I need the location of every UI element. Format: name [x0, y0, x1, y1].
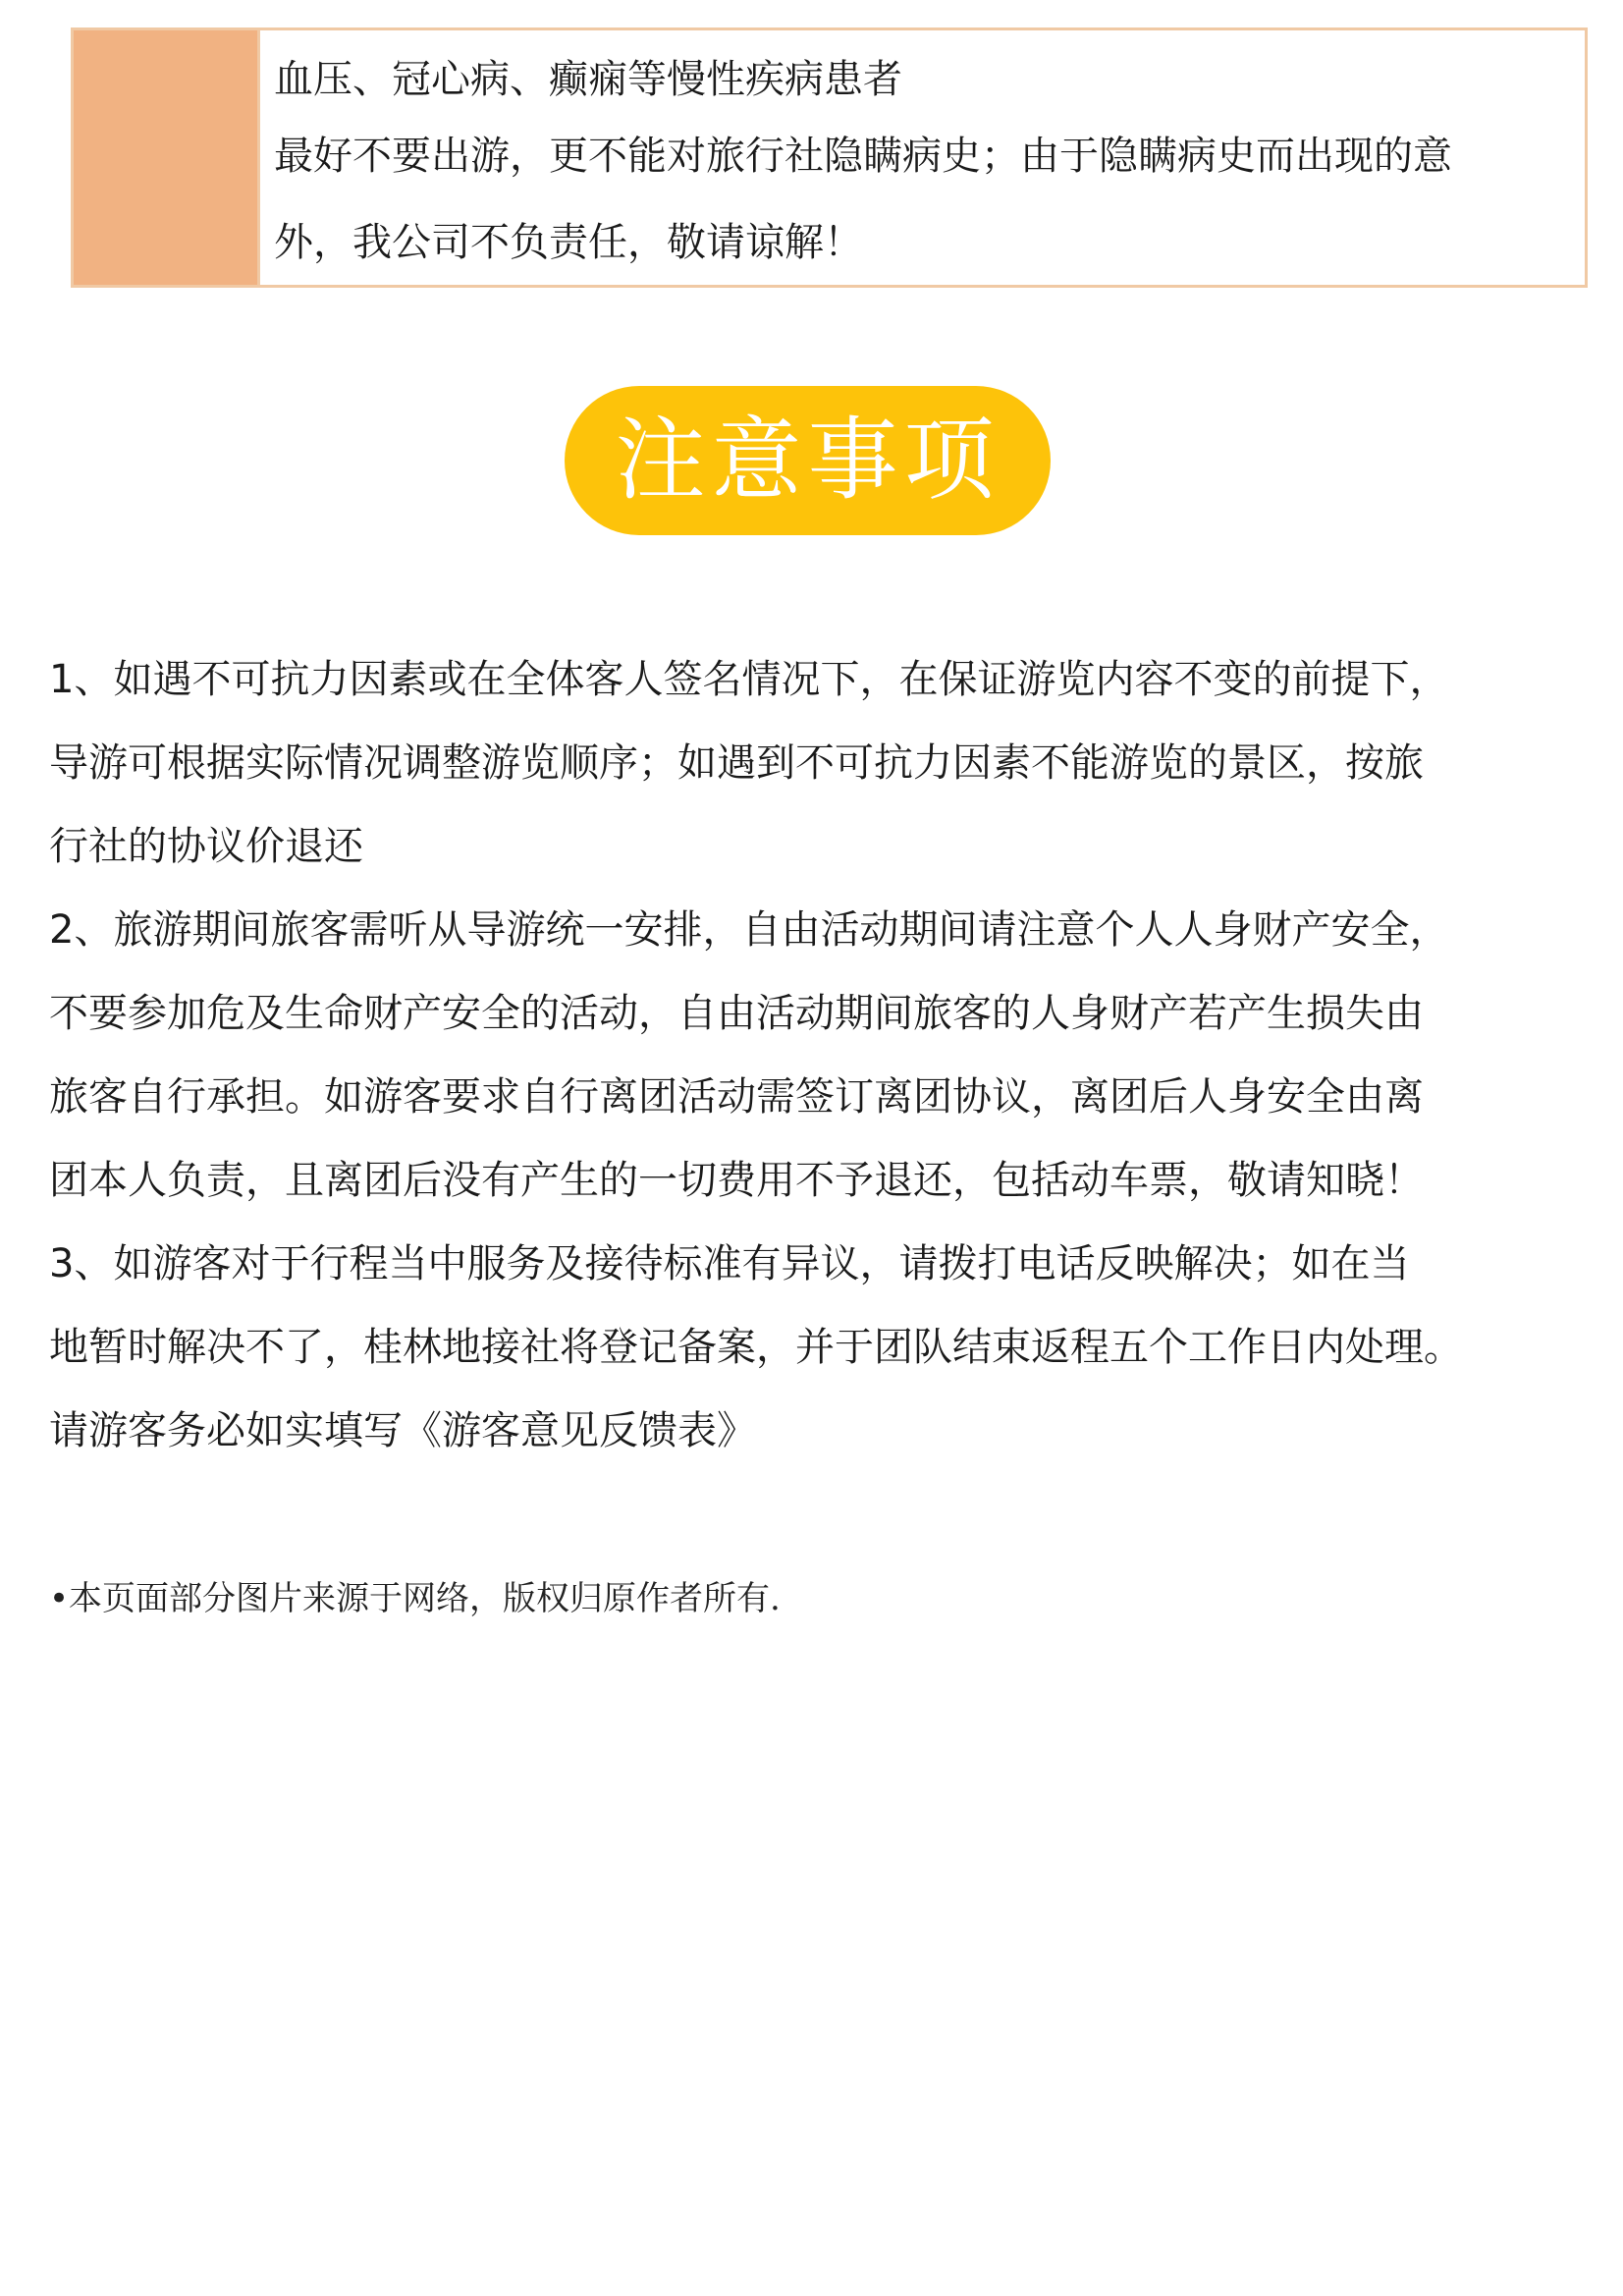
notice-line-2: 最好不要出游，更不能对旅行社隐瞒病史；由于隐瞒病史而出现的意: [274, 134, 1452, 179]
notice-text-cell: [260, 30, 1585, 285]
notice-side-cell: [74, 30, 260, 285]
note-line: 导游可根据实际情况调整游览顺序；如遇到不可抗力因素不能游览的景区，按旅: [49, 740, 1424, 786]
notes-section: [49, 638, 1581, 1473]
notice-line-1: 血压、冠心病、癫痫等慢性疾病患者: [274, 57, 902, 102]
note-line: 3、如游客对于行程当中服务及接待标准有异议，请拨打电话反映解决；如在当: [49, 1241, 1410, 1286]
note-line: 地暂时解决不了，桂林地接社将登记备案，并于团队结束返程五个工作日内处理。: [49, 1325, 1463, 1370]
note-line: 团本人负责，且离团后没有产生的一切费用不予退还，包括动车票，敬请知晓！: [49, 1158, 1424, 1203]
notice-line-3: 外，我公司不负责任，敬请谅解！: [274, 220, 863, 265]
note-line: 不要参加危及生命财产安全的活动，自由活动期间旅客的人身财产若产生损失由: [49, 991, 1424, 1036]
note-line: 2、旅游期间旅客需听从导游统一安排，自由活动期间请注意个人人身财产安全，: [49, 907, 1449, 953]
section-title: 注意事项: [615, 408, 1001, 513]
section-title-pill: [565, 386, 1051, 535]
note-line: 行社的协议价退还: [49, 824, 363, 869]
note-line: 请游客务必如实填写《游客意见反馈表》: [49, 1408, 756, 1453]
health-notice-table: [71, 27, 1588, 288]
note-line: 旅客自行承担。如游客要求自行离团活动需签订离团协议，离团后人身安全由离: [49, 1074, 1424, 1120]
copyright-footnote: •本页面部分图片来源于网络，版权归原作者所有.: [49, 1579, 781, 1618]
note-line: 1、如遇不可抗力因素或在全体客人签名情况下，在保证游览内容不变的前提下，: [49, 657, 1449, 702]
